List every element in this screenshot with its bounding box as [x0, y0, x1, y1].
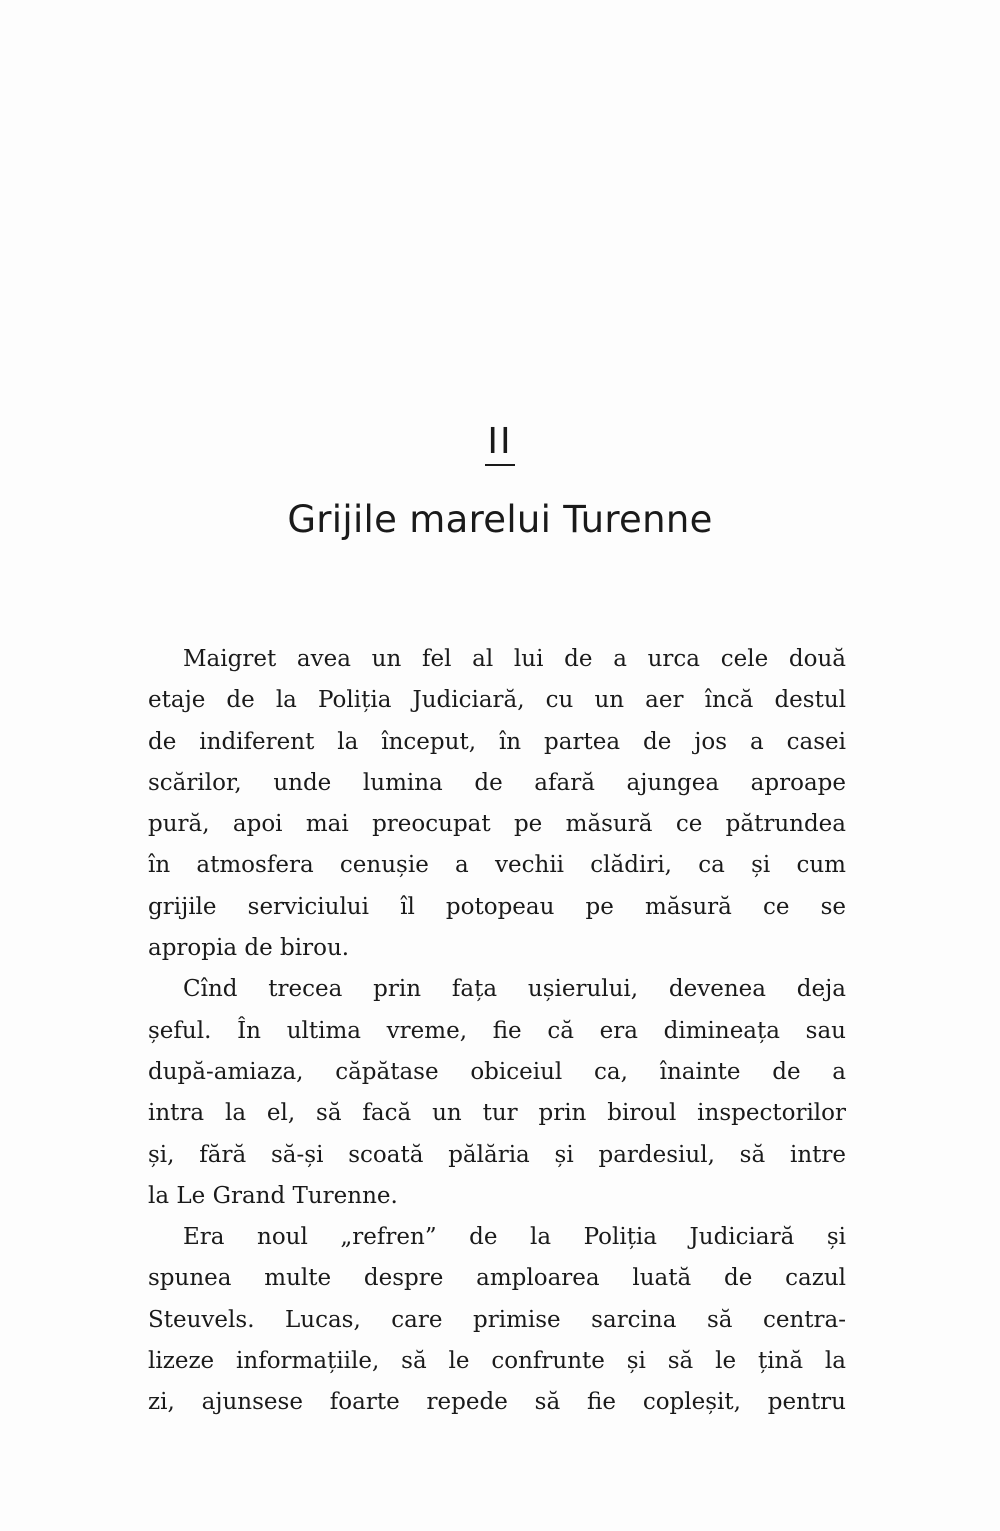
text-line: la Le Grand Turenne. — [148, 1182, 398, 1209]
chapter-number: II — [487, 421, 513, 462]
text-line: etaje de la Poliția Judiciară, cu un aer încă destul — [148, 687, 846, 714]
text-line: Era noul „refren” de la Poliția Judiciară și — [183, 1224, 846, 1251]
text-line: lizeze informațiile, să le confrunte și să le țină la — [148, 1348, 846, 1375]
text-line: intra la el, să facă un tur prin biroul inspectorilor — [148, 1100, 846, 1127]
text-line: zi, ajunsese foarte repede să fie copleșit, pentru — [148, 1389, 846, 1416]
text-line: Maigret avea un fel al lui de a urca cele două — [183, 646, 846, 672]
chapter-number-underline — [485, 464, 515, 466]
text-line: Steuvels. Lucas, care primise sarcina să centra- — [148, 1306, 846, 1333]
text-line: scărilor, unde lumina de afară ajungea aproape — [148, 769, 846, 796]
text-line: după-amiaza, căpătase obiceiul ca, înainte de a — [148, 1058, 846, 1085]
text-line: de indiferent la început, în partea de jos a casei — [148, 728, 846, 755]
text-line: șeful. În ultima vreme, fie că era dimineața sau — [148, 1017, 846, 1044]
text-line: pură, apoi mai preocupat pe măsură ce pătrundea — [148, 811, 846, 838]
text-line: apropia de birou. — [148, 935, 350, 962]
text-line: spunea multe despre amploarea luată de cazul — [148, 1265, 846, 1292]
text-line: grijile serviciului îl potopeau pe măsură ce se — [148, 893, 846, 920]
chapter-title: Grijile marelui Turenne — [287, 498, 713, 541]
text-line: și, fără să-și scoată pălăria și pardesiul, să intre — [148, 1141, 846, 1168]
text-line: în atmosfera cenușie a vechii clădiri, ca și cum — [148, 852, 846, 879]
text-line: Cînd trecea prin fața ușierului, devenea deja — [183, 976, 846, 1003]
chapter-body-text — [148, 639, 846, 1424]
